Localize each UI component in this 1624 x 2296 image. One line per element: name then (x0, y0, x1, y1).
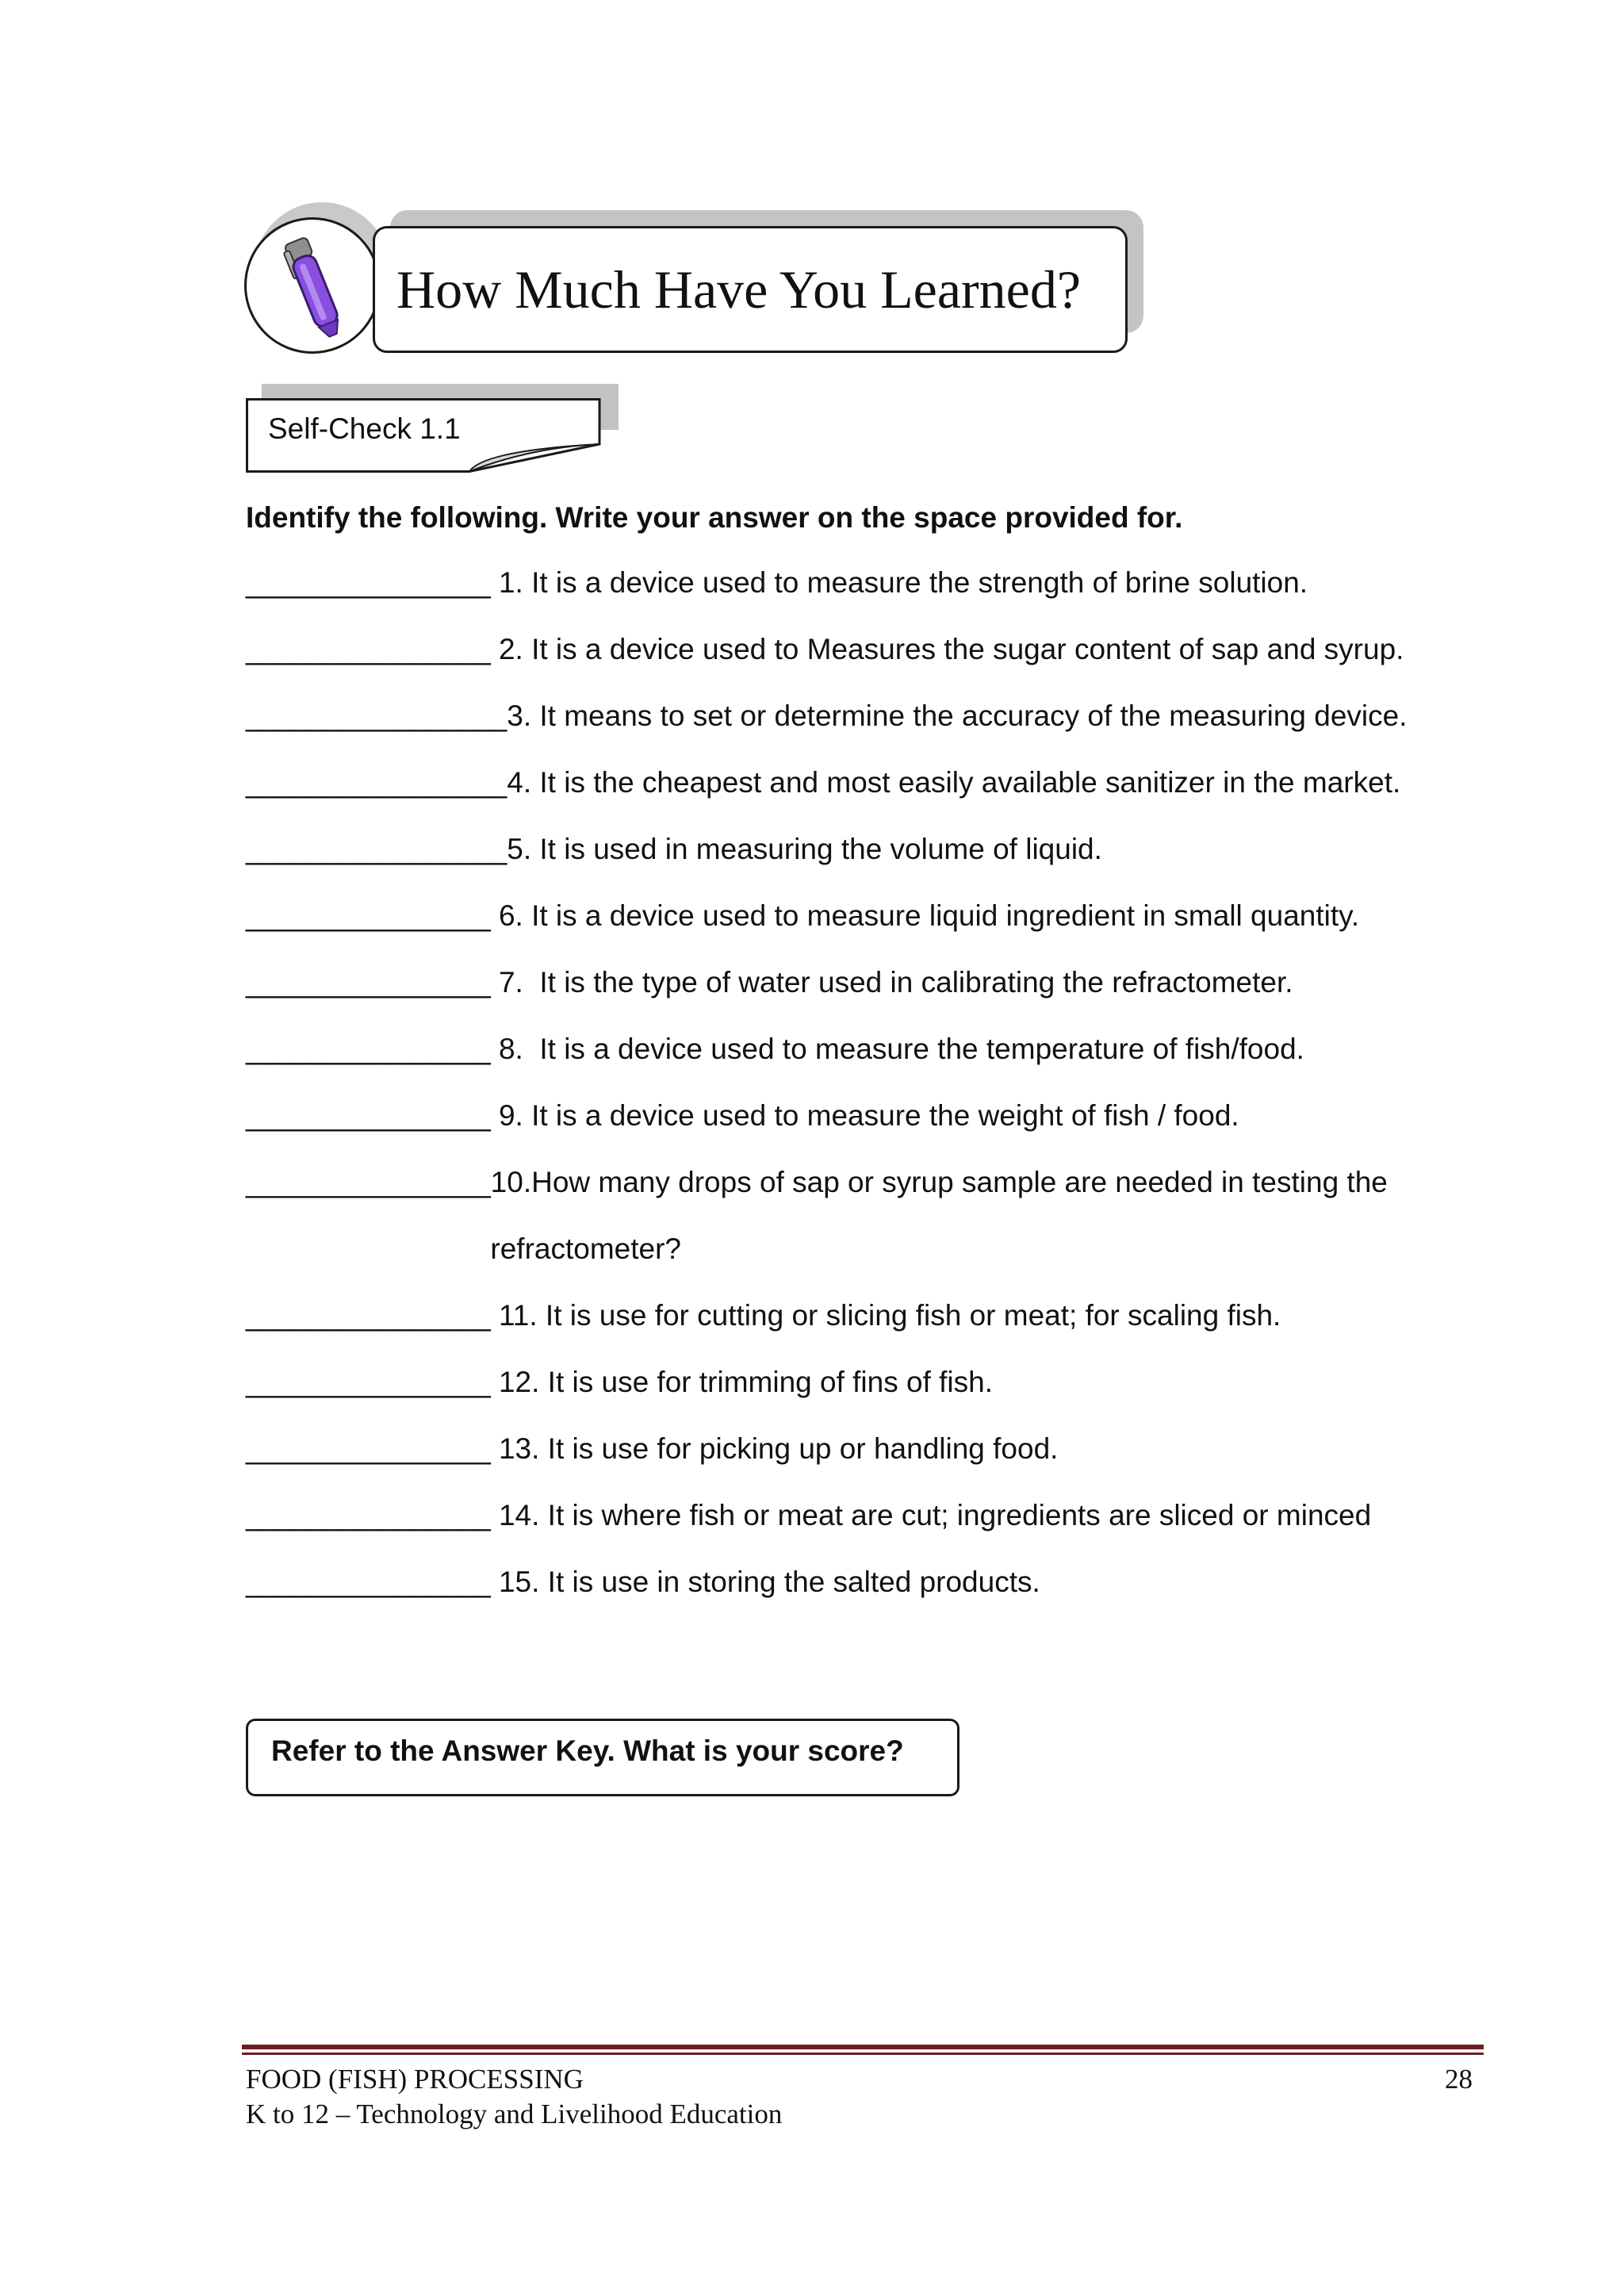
question-8: _______________ 8. It is a device used to measure the temperature of fish/food. (246, 1033, 1304, 1065)
footer-course: K to 12 – Technology and Livelihood Education (246, 2099, 783, 2129)
question-4: ________________4. It is the cheapest and most easily available sanitizer in the market. (246, 766, 1401, 799)
pen-icon (247, 220, 381, 354)
question-7: _______________ 7. It is the type of water used in calibrating the refractometer. (246, 966, 1293, 999)
question-3: ________________3. It means to set or determine the accuracy of the measuring device. (246, 700, 1408, 732)
question-2: _______________ 2. It is a device used to Measures the sugar content of sap and syrup. (246, 633, 1404, 665)
question-5: ________________5. It is used in measuring the volume of liquid. (246, 833, 1102, 865)
question-14: _______________ 14. It is where fish or meat are cut; ingredients are sliced or minced (246, 1499, 1372, 1531)
question-15: _______________ 15. It is use in storing the salted products. (246, 1566, 1040, 1598)
footer-subject: FOOD (FISH) PROCESSING (246, 2064, 584, 2095)
question-13: _______________ 13. It is use for picking up or handling food. (246, 1432, 1059, 1465)
footer-rule-thin (242, 2053, 1484, 2055)
question-10-continued: refractometer? (246, 1232, 681, 1265)
question-12: _______________ 12. It is use for trimming of fins of fish. (246, 1366, 994, 1398)
instruction-text: Identify the following. Write your answer on the space provided for. (246, 501, 1183, 534)
footer-rule-thick (242, 2045, 1484, 2049)
pen-icon-badge (244, 217, 381, 354)
page-title: How Much Have You Learned? (396, 259, 1082, 320)
question-1: _______________ 1. It is a device used to measure the strength of brine solution. (246, 566, 1308, 599)
question-6: _______________ 6. It is a device used to measure liquid ingredient in small quantity. (246, 899, 1360, 932)
score-prompt: Refer to the Answer Key. What is your score? (271, 1734, 904, 1767)
page-number: 28 (1445, 2064, 1473, 2095)
question-10: _______________10.How many drops of sap or syrup sample are needed in testing the (246, 1166, 1388, 1198)
self-check-label: Self-Check 1.1 (268, 412, 461, 445)
question-11: _______________ 11. It is use for cutting or slicing fish or meat; for scaling fish. (246, 1299, 1281, 1332)
question-9: _______________ 9. It is a device used to measure the weight of fish / food. (246, 1099, 1239, 1132)
